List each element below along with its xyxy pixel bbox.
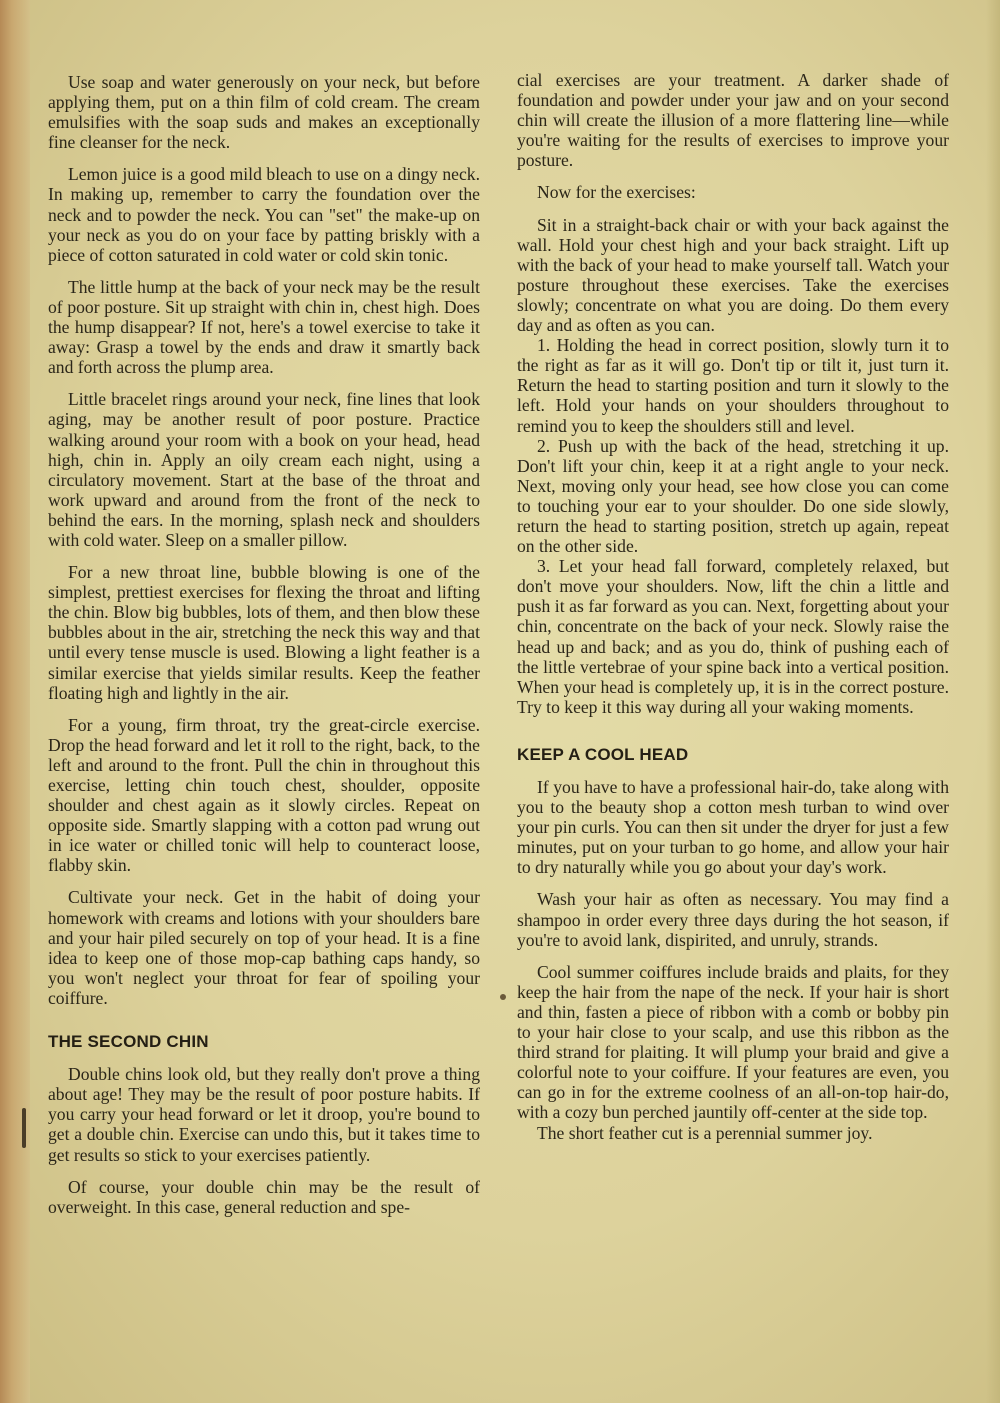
paragraph-exercise-3: 3. Let your head fall forward, completely relaxed, but don't move your shoulders. Now, lift the chin a little and push it as far forward as you can. Next, forgetting about your chin, concentrate on the back of your neck. Slowly raise the head up and back; and as you do, think of pushing each of the little vertebrae of your spine back into a vertical position. When your head is completely up, it is in the correct posture. Try to keep it this way during all your waking moments.	[517, 556, 949, 717]
paragraph-soap-water: Use soap and water generously on your neck, but before applying them, put on a thin film of cold cream. The cream emulsifies with the soap suds and makes an exceptionally fine cleanser for the neck.	[48, 72, 480, 153]
paragraph-great-circle: For a young, firm throat, try the great-circle exercise. Drop the head forward and let it roll to the right, back, to the left and around to the front. Pull the chin in throughout this exercise, letting chin touch chest, shoulder, opposite shoulder and chest again as it slowly circles. Repeat on opposite side. Smartly slapping with a cotton pad wrung out in ice water or chilled tonic will help to counteract loose, flabby skin.	[48, 714, 480, 876]
paragraph-exercise-1: 1. Holding the head in correct position, slowly turn it to the right as far as it will go. Don't tip or tilt it, just turn it. Return the head to starting position and turn it slowly to the left. Hold your hands on your shoulders throughout to remind you to keep the shoulders still and level.	[517, 335, 949, 436]
paragraph-exercise-2: 2. Push up with the back of the head, stretching it up. Don't lift your chin, keep it at a right angle to your neck. Next, moving only your head, see how close you can come to touching your ear to your shoulder. Do one side slowly, return the head to starting position, stretch up again, repeat on the other side.	[517, 435, 949, 557]
right-column	[517, 70, 949, 1143]
binding-mark	[22, 1108, 26, 1148]
paragraph-feather-cut: The short feather cut is a perennial summer joy.	[537, 1122, 873, 1143]
paragraph-neck-hump: The little hump at the back of your neck may be the result of poor posture. Sit up straight with chin in, chest high. Does the hump disappear? If not, here's a towel exercise to take it away: Grasp a towel by the ends and draw it smartly back and forth across the plump area.	[48, 276, 480, 378]
paragraph-bubble-blowing: For a new throat line, bubble blowing is one of the simplest, prettiest exercises for flexing the throat and lifting the chin. Blow big bubbles, lots of them, and then blow these bubbles about in the air, stretching the neck this way and that until every tense muscle is used. Blowing a light feather is a similar exercise that yields similar results. Keep the feather floating high and lightly in the air.	[48, 562, 480, 703]
paragraph-now-exercises: Now for the exercises:	[537, 182, 696, 203]
paragraph-bracelet-rings: Little bracelet rings around your neck, fine lines that look aging, may be another result of poor posture. Practice walking around your room with a book on your head, head high, chin in. Apply an oily cream each night, using a circulatory movement. Start at the base of the throat and work upward and around from the front of the neck to behind the ears. In the morning, splash neck and shoulders with cold water. Sleep on a smaller pillow.	[48, 389, 480, 550]
paragraph-overweight: Of course, your double chin may be the result of overweight. In this case, general reduction and spe-	[48, 1176, 480, 1217]
paragraph-wash-hair: Wash your hair as often as necessary. You may find a shampoo in order every three days during the hot season, if you're to avoid lank, dispirited, and unruly, strands.	[517, 889, 949, 950]
paragraph-summer-coiffures: Cool summer coiffures include braids and plaits, for they keep the hair from the nape of the neck. If your hair is short and thin, fasten a piece of ribbon with a comb or bobby pin to your hair close to your scalp, and use this ribbon as the third strand for plaiting. It will plump your braid and give a colorful note to your coiffure. If your features are even, you can go in for the extreme coolness of an all-on-top hair-do, with a cozy bun perched jauntily off-center at the side top.	[517, 961, 949, 1123]
left-column	[48, 72, 480, 1217]
heading-keep-cool-head: KEEP A COOL HEAD	[517, 744, 689, 764]
paragraph-cultivate-neck: Cultivate your neck. Get in the habit of doing your homework with creams and lotions with your shoulders bare and your hair piled securely on top of your head. It is a fine idea to keep one of those mop-cap bathing caps handy, so you won't neglect your throat for fear of spoiling your coiffure.	[48, 887, 480, 1008]
paragraph-lemon-juice: Lemon juice is a good mild bleach to use on a dingy neck. In making up, remember to carry the foundation over the neck and to powder the neck. You can "set" the make-up on your neck as you do on your face by patting briskly with a piece of cotton saturated in cold water or cold skin tonic.	[48, 164, 480, 265]
ink-speck	[500, 994, 506, 1000]
paragraph-special-exercises: cial exercises are your treatment. A darker shade of foundation and powder under your jaw and on your second chin will create the illusion of a more flattering line—while you're waiting for the results of exercises to improve your posture.	[517, 70, 949, 171]
page-edge	[986, 0, 1000, 1403]
page-spine	[0, 0, 30, 1403]
paragraph-double-chins: Double chins look old, but they really don't prove a thing about age! They may be the result of poor posture habits. If you carry your head forward or let it droop, you're bound to get a double chin. Exercise can undo this, but it takes time to get results so stick to your exercises patiently.	[48, 1064, 480, 1165]
paragraph-straight-back-chair: Sit in a straight-back chair or with your back against the wall. Hold your chest high and your back straight. Lift up with the back of your head to make yourself tall. Watch your posture throughout these exercises. Take the exercises slowly; concentrate on what you are doing. Do them every day and as often as you can.	[517, 214, 949, 336]
paragraph-professional-hairdo: If you have to have a professional hair-do, take along with you to the beauty shop a cotton mesh turban to wind over your pin curls. You can then sit under the dryer for just a few minutes, put on your turban to go home, and allow your hair to dry naturally while you go about your day's work.	[517, 777, 949, 878]
heading-second-chin: THE SECOND CHIN	[48, 1032, 209, 1052]
